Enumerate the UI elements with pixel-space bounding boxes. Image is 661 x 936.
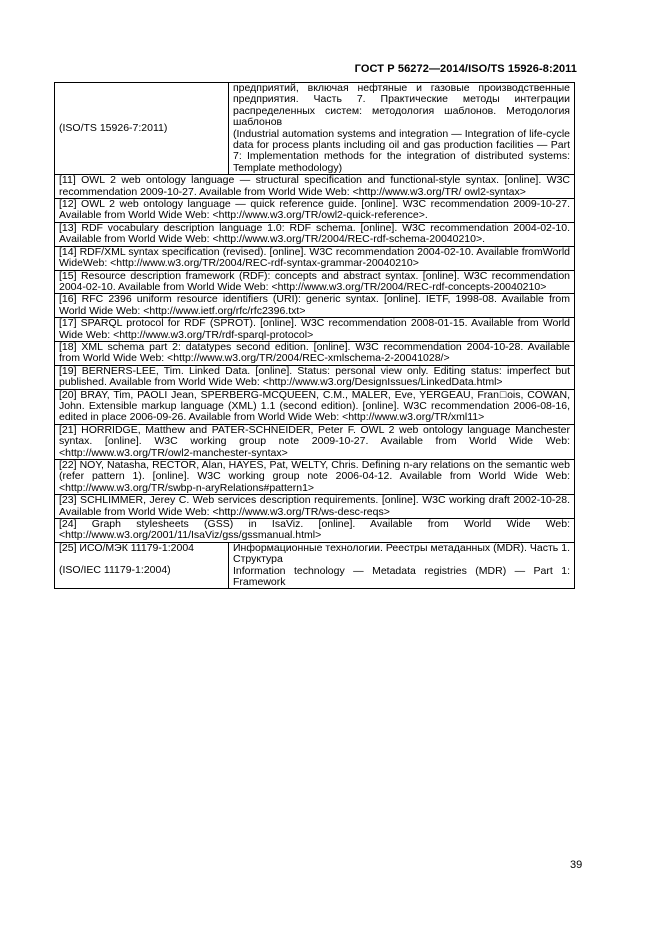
table-row — [55, 199, 575, 223]
document-header: ГОСТ Р 56272—2014/ISO/TS 15926-8:2011 — [354, 63, 577, 75]
standard-title-en: (Industrial automation systems and integration — Integration of life-cycle data for process plants including oil and gas production facilities — Part 7: Implementation methods for the integration of distributed systems: Template methodology) — [233, 127, 570, 174]
table-row — [55, 175, 575, 199]
reference-16: [16] RFC 2396 uniform resource identifiers (URI): generic syntax. [online]. IETF, 1998-08. Available from World Wide Web: <http://www.ietf.org/rfc/rfc2396.txt> — [55, 294, 575, 318]
table-row — [55, 495, 575, 519]
standard-title-cell — [229, 83, 575, 175]
reference-12: [12] OWL 2 web ontology language — quick reference guide. [online]. W3C recommendation 2009-10-27. Available from World Wide Web: <http://www.w3.org/TR/owl2-quick-reference>. — [55, 199, 575, 223]
reference-14: [14] RDF/XML syntax specification (revised). [online]. W3C recommendation 2004-02-10. Available fromWorld WideWeb: <http://www.w3.org/TR/2004/REC-rdf-syntax-grammar-20040210> — [55, 246, 575, 270]
table-row — [55, 341, 575, 365]
table-row — [55, 542, 575, 589]
reference-18: [18] XML schema part 2: datatypes second edition. [online]. W3C recommendation 2004-10-28. Available from World Wide Web: <http://www.w3.org/TR/2004/REC-xmlschema-2-20041028/> — [55, 341, 575, 365]
reference-22: [22] NOY, Natasha, RECTOR, Alan, HAYES, Pat, WELTY, Chris. Defining n-ary relations on the semantic web (refer pattern 1). [online]. W3C working group note 2006-04-12. Available from World Wide Web: <http://www.w3.org/TR/swbp-n-aryRelations#pattern1> — [55, 460, 575, 495]
standard-code-ru: [25] ИСО/МЭК 11179-1:2004 — [59, 541, 194, 554]
table-row — [55, 424, 575, 459]
standard-title-ru: Информационные технологии. Реестры метаданных (MDR). Часть 1. Структура — [233, 541, 570, 566]
table-row — [55, 246, 575, 270]
table-row — [55, 389, 575, 424]
reference-23: [23] SCHLIMMER, Jerey C. Web services description requirements. [online]. W3C working draft 2002-10-28. Available from World Wide Web: <http://www.w3.org/TR/ws-desc-reqs> — [55, 495, 575, 519]
reference-11: [11] OWL 2 web ontology language — structural specification and functional-style syntax. [online]. W3C recommendation 2009-10-27. Available from World Wide Web: <http://www.w3.org/TR/ owl2-syntax> — [55, 175, 575, 199]
table-row — [55, 460, 575, 495]
standard-title-cell — [229, 542, 575, 589]
reference-21: [21] HORRIDGE, Matthew and PATER-SCHNEIDER, Peter F. OWL 2 web ontology language Manchester syntax. [online]. W3C working group note 2009-10-27. Available from World Wide Web: <http://www.w3.org/TR/owl2-manchester-syntax> — [55, 424, 575, 459]
reference-13: [13] RDF vocabulary description language 1.0: RDF schema. [online]. W3C recommendation 2004-02-10. Available from World Wide Web: <http://www.w3.org/TR/2004/REC-rdf-schema-20040210>. — [55, 222, 575, 246]
standard-title-ru: предприятий, включая нефтяные и газовые производственные предприятия. Часть 7. Практические методы интеграции распределенных систем: методология шаблонов. Методология шаблонов — [233, 82, 570, 129]
standard-code-en: (ISO/IEC 11179-1:2004) — [59, 564, 171, 577]
standard-code: (ISO/TS 15926-7:2011) — [59, 121, 168, 134]
standard-code-cell — [55, 83, 229, 175]
table-row — [55, 270, 575, 294]
standard-title-en: Information technology — Metadata registries (MDR) — Part 1: Framework — [233, 564, 570, 589]
reference-20: [20] BRAY, Tim, PAOLI Jean, SPERBERG-MCQUEEN, C.M., MALER, Eve, YERGEAU, Fran□ois, COWAN, John. Extensible markup language (XML) 1.1 (second edition). [online]. W3C recommendation 2006-08-16, edited in place 2006-09-26. Available from World Wide Web: <http://www.w3.org/TR/xml11> — [55, 389, 575, 424]
table-row — [55, 318, 575, 342]
reference-24: [24] Graph stylesheets (GSS) in IsaViz. [online]. Available from World Wide Web: <http://www.w3.org/2001/11/IsaViz/gss/gssmanual.html> — [55, 519, 575, 543]
reference-15: [15] Resource description framework (RDF): concepts and abstract syntax. [online]. W3C recommendation 2004-02-10. Available from World Wide Web: <http://www.w3.org/TR/2004/REC-rdf-concepts-20040210> — [55, 270, 575, 294]
reference-19: [19] BERNERS-LEE, Tim. Linked Data. [online]. Status: personal view only. Editing status: imperfect but published. Available from World Wide Web: <http://www.w3.org/DesignIssues/LinkedData.html> — [55, 365, 575, 389]
standard-code-cell — [55, 542, 229, 589]
reference-17: [17] SPARQL protocol for RDF (SPROT). [online]. W3C recommendation 2008-01-15. Available from World Wide Web: <http://www.w3.org/TR/rdf-sparql-protocol> — [55, 318, 575, 342]
table-row — [55, 294, 575, 318]
table-row — [55, 83, 575, 175]
page-number: 39 — [570, 859, 583, 871]
table-row — [55, 222, 575, 246]
table-row — [55, 365, 575, 389]
references-table — [54, 82, 575, 589]
table-row — [55, 519, 575, 543]
